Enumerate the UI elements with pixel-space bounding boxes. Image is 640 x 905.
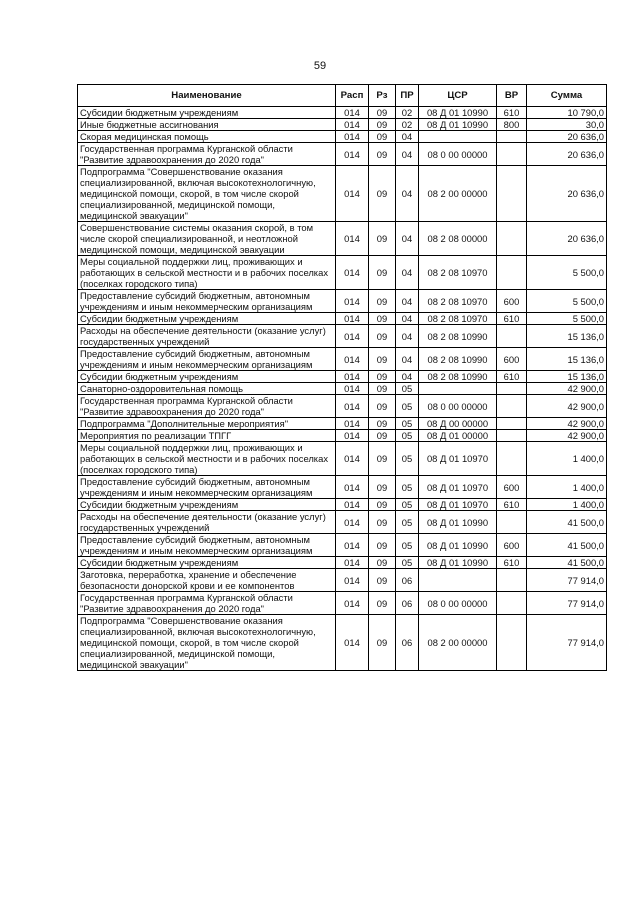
- cell-pr: 06: [396, 592, 419, 615]
- cell-pr: 04: [396, 371, 419, 383]
- cell-name: Подпрограмма "Дополнительные мероприятия": [78, 418, 336, 430]
- cell-vr: [497, 592, 527, 615]
- cell-csr: [419, 131, 497, 143]
- cell-pr: 02: [396, 119, 419, 131]
- cell-rasp: 014: [336, 290, 369, 313]
- cell-vr: 600: [497, 534, 527, 557]
- cell-rz: 09: [369, 383, 396, 395]
- cell-rasp: 014: [336, 119, 369, 131]
- cell-csr: 08 0 00 00000: [419, 592, 497, 615]
- cell-name: Заготовка, переработка, хранение и обеспечение безопасности донорской крови и ее компонентов: [78, 569, 336, 592]
- cell-rasp: 014: [336, 476, 369, 499]
- cell-csr: 08 2 08 10990: [419, 325, 497, 348]
- cell-pr: 04: [396, 348, 419, 371]
- table-row: [78, 166, 607, 222]
- cell-rasp: 014: [336, 430, 369, 442]
- cell-pr: 05: [396, 534, 419, 557]
- cell-csr: 08 0 00 00000: [419, 395, 497, 418]
- cell-sum: 41 500,0: [527, 534, 607, 557]
- cell-sum: 15 136,0: [527, 348, 607, 371]
- cell-pr: 04: [396, 131, 419, 143]
- table-header-row: [78, 85, 607, 107]
- cell-sum: 5 500,0: [527, 290, 607, 313]
- cell-vr: [497, 569, 527, 592]
- cell-vr: 610: [497, 313, 527, 325]
- cell-rasp: 014: [336, 442, 369, 476]
- cell-name: Субсидии бюджетным учреждениям: [78, 499, 336, 511]
- cell-vr: [497, 325, 527, 348]
- cell-sum: 20 636,0: [527, 143, 607, 166]
- cell-sum: 5 500,0: [527, 256, 607, 290]
- table-row: [78, 569, 607, 592]
- cell-pr: 04: [396, 166, 419, 222]
- table-row: [78, 499, 607, 511]
- cell-sum: 42 900,0: [527, 383, 607, 395]
- cell-csr: [419, 383, 497, 395]
- cell-pr: 05: [396, 383, 419, 395]
- column-header-pr: ПР: [396, 85, 419, 107]
- cell-rasp: 014: [336, 371, 369, 383]
- cell-pr: 04: [396, 256, 419, 290]
- cell-sum: 20 636,0: [527, 166, 607, 222]
- cell-pr: 05: [396, 430, 419, 442]
- cell-rz: 09: [369, 395, 396, 418]
- cell-sum: 41 500,0: [527, 557, 607, 569]
- cell-sum: 42 900,0: [527, 418, 607, 430]
- cell-pr: 04: [396, 325, 419, 348]
- cell-name: Субсидии бюджетным учреждениям: [78, 107, 336, 119]
- cell-rasp: 014: [336, 143, 369, 166]
- cell-csr: 08 2 00 00000: [419, 615, 497, 671]
- cell-vr: [497, 615, 527, 671]
- cell-sum: 15 136,0: [527, 371, 607, 383]
- column-header-rasp: Расп: [336, 85, 369, 107]
- cell-csr: 08 2 08 10990: [419, 348, 497, 371]
- cell-rz: 09: [369, 119, 396, 131]
- cell-pr: 06: [396, 569, 419, 592]
- cell-vr: 610: [497, 107, 527, 119]
- cell-sum: 20 636,0: [527, 131, 607, 143]
- cell-rz: 09: [369, 418, 396, 430]
- cell-rasp: 014: [336, 107, 369, 119]
- cell-sum: 77 914,0: [527, 592, 607, 615]
- table-row: [78, 222, 607, 256]
- table-row: [78, 313, 607, 325]
- table-row: [78, 442, 607, 476]
- cell-rasp: 014: [336, 348, 369, 371]
- table-row: [78, 534, 607, 557]
- cell-csr: 08 Д 01 10970: [419, 499, 497, 511]
- cell-sum: 42 900,0: [527, 395, 607, 418]
- cell-name: Государственная программа Курганской области "Развитие здравоохранения до 2020 года": [78, 592, 336, 615]
- cell-rz: 09: [369, 143, 396, 166]
- cell-rasp: 014: [336, 131, 369, 143]
- column-header-csr: ЦСР: [419, 85, 497, 107]
- cell-rz: 09: [369, 592, 396, 615]
- cell-name: Меры социальной поддержки лиц, проживающих и работающих в сельской местности и в рабочих поселках (поселках городского типа): [78, 256, 336, 290]
- cell-pr: 05: [396, 395, 419, 418]
- cell-sum: 1 400,0: [527, 476, 607, 499]
- cell-name: Расходы на обеспечение деятельности (оказание услуг) государственных учреждений: [78, 325, 336, 348]
- table-row: [78, 348, 607, 371]
- column-header-rz: Рз: [369, 85, 396, 107]
- cell-vr: [497, 442, 527, 476]
- table-row: [78, 290, 607, 313]
- cell-csr: 08 Д 01 00000: [419, 430, 497, 442]
- cell-csr: 08 0 00 00000: [419, 143, 497, 166]
- cell-rasp: 014: [336, 557, 369, 569]
- cell-rz: 09: [369, 499, 396, 511]
- cell-name: Мероприятия по реализации ТПГГ: [78, 430, 336, 442]
- cell-rasp: 014: [336, 499, 369, 511]
- cell-sum: 42 900,0: [527, 430, 607, 442]
- cell-rasp: 014: [336, 534, 369, 557]
- cell-rasp: 014: [336, 569, 369, 592]
- cell-sum: 1 400,0: [527, 442, 607, 476]
- cell-rz: 09: [369, 569, 396, 592]
- cell-rasp: 014: [336, 383, 369, 395]
- cell-rz: 09: [369, 430, 396, 442]
- cell-csr: [419, 569, 497, 592]
- cell-pr: 02: [396, 107, 419, 119]
- cell-rz: 09: [369, 256, 396, 290]
- cell-rasp: 014: [336, 166, 369, 222]
- column-header-name: Наименование: [78, 85, 336, 107]
- cell-pr: 05: [396, 476, 419, 499]
- cell-pr: 06: [396, 615, 419, 671]
- budget-table: [77, 84, 607, 671]
- cell-name: Иные бюджетные ассигнования: [78, 119, 336, 131]
- cell-csr: 08 Д 01 10990: [419, 119, 497, 131]
- cell-name: Государственная программа Курганской области "Развитие здравоохранения до 2020 года": [78, 395, 336, 418]
- cell-rz: 09: [369, 325, 396, 348]
- table-row: [78, 131, 607, 143]
- cell-rz: 09: [369, 107, 396, 119]
- cell-rz: 09: [369, 442, 396, 476]
- cell-vr: [497, 131, 527, 143]
- cell-rasp: 014: [336, 222, 369, 256]
- cell-vr: 600: [497, 348, 527, 371]
- table-row: [78, 119, 607, 131]
- cell-vr: [497, 166, 527, 222]
- cell-vr: 600: [497, 476, 527, 499]
- cell-vr: [497, 418, 527, 430]
- cell-sum: 10 790,0: [527, 107, 607, 119]
- table-row: [78, 371, 607, 383]
- cell-pr: 05: [396, 557, 419, 569]
- cell-vr: [497, 383, 527, 395]
- cell-rasp: 014: [336, 418, 369, 430]
- table-row: [78, 395, 607, 418]
- cell-rz: 09: [369, 476, 396, 499]
- cell-vr: 800: [497, 119, 527, 131]
- cell-csr: 08 Д 01 10970: [419, 476, 497, 499]
- cell-rz: 09: [369, 348, 396, 371]
- table-row: [78, 383, 607, 395]
- table-row: [78, 511, 607, 534]
- cell-name: Санаторно-оздоровительная помощь: [78, 383, 336, 395]
- table-row: [78, 325, 607, 348]
- cell-rasp: 014: [336, 395, 369, 418]
- table-row: [78, 592, 607, 615]
- table-row: [78, 143, 607, 166]
- cell-sum: 1 400,0: [527, 499, 607, 511]
- cell-name: Предоставление субсидий бюджетным, автономным учреждениям и иным некоммерческим организациям: [78, 290, 336, 313]
- cell-rasp: 014: [336, 325, 369, 348]
- cell-sum: 5 500,0: [527, 313, 607, 325]
- cell-name: Субсидии бюджетным учреждениям: [78, 371, 336, 383]
- cell-vr: 600: [497, 290, 527, 313]
- table-row: [78, 418, 607, 430]
- cell-pr: 04: [396, 290, 419, 313]
- cell-name: Предоставление субсидий бюджетным, автономным учреждениям и иным некоммерческим организациям: [78, 348, 336, 371]
- cell-csr: 08 Д 01 10990: [419, 557, 497, 569]
- cell-rasp: 014: [336, 256, 369, 290]
- cell-rz: 09: [369, 615, 396, 671]
- cell-vr: [497, 511, 527, 534]
- cell-pr: 04: [396, 222, 419, 256]
- cell-pr: 05: [396, 442, 419, 476]
- table-row: [78, 107, 607, 119]
- cell-sum: 15 136,0: [527, 325, 607, 348]
- cell-pr: 04: [396, 313, 419, 325]
- cell-csr: 08 2 08 10970: [419, 313, 497, 325]
- cell-vr: [497, 430, 527, 442]
- table-row: [78, 256, 607, 290]
- cell-vr: 610: [497, 557, 527, 569]
- cell-csr: 08 Д 00 00000: [419, 418, 497, 430]
- cell-name: Подпрограмма "Совершенствование оказания специализированной, включая высокотехнологичную, медицинской помощи, скорой, в том числе скорой специализированной, медицинской помощи, медицинской эвакуации": [78, 615, 336, 671]
- cell-rz: 09: [369, 557, 396, 569]
- table-row: [78, 476, 607, 499]
- cell-csr: 08 2 08 00000: [419, 222, 497, 256]
- table-row: [78, 557, 607, 569]
- cell-sum: 20 636,0: [527, 222, 607, 256]
- cell-csr: 08 2 08 10990: [419, 371, 497, 383]
- cell-pr: 04: [396, 143, 419, 166]
- cell-name: Подпрограмма "Совершенствование оказания специализированной, включая высокотехнологичную, медицинской помощи, скорой, в том числе скорой специализированной, медицинской помощи, медицинской эвакуации": [78, 166, 336, 222]
- cell-sum: 77 914,0: [527, 615, 607, 671]
- cell-vr: 610: [497, 499, 527, 511]
- cell-rasp: 014: [336, 592, 369, 615]
- cell-csr: 08 Д 01 10990: [419, 107, 497, 119]
- cell-name: Государственная программа Курганской области "Развитие здравоохранения до 2020 года": [78, 143, 336, 166]
- table-row: [78, 615, 607, 671]
- cell-rz: 09: [369, 511, 396, 534]
- cell-rz: 09: [369, 534, 396, 557]
- cell-rz: 09: [369, 290, 396, 313]
- table-row: [78, 430, 607, 442]
- cell-rz: 09: [369, 371, 396, 383]
- cell-sum: 30,0: [527, 119, 607, 131]
- cell-rz: 09: [369, 313, 396, 325]
- cell-name: Предоставление субсидий бюджетным, автономным учреждениям и иным некоммерческим организациям: [78, 534, 336, 557]
- cell-vr: [497, 143, 527, 166]
- cell-name: Субсидии бюджетным учреждениям: [78, 557, 336, 569]
- cell-vr: [497, 256, 527, 290]
- cell-sum: 41 500,0: [527, 511, 607, 534]
- cell-pr: 05: [396, 511, 419, 534]
- cell-rasp: 014: [336, 615, 369, 671]
- cell-rasp: 014: [336, 313, 369, 325]
- cell-csr: 08 2 00 00000: [419, 166, 497, 222]
- cell-sum: 77 914,0: [527, 569, 607, 592]
- cell-pr: 05: [396, 499, 419, 511]
- cell-vr: [497, 395, 527, 418]
- column-header-sum: Сумма: [527, 85, 607, 107]
- column-header-vr: ВР: [497, 85, 527, 107]
- cell-name: Меры социальной поддержки лиц, проживающих и работающих в сельской местности и в рабочих поселках (поселках городского типа): [78, 442, 336, 476]
- cell-csr: 08 Д 01 10990: [419, 511, 497, 534]
- cell-vr: [497, 222, 527, 256]
- cell-rasp: 014: [336, 511, 369, 534]
- cell-rz: 09: [369, 166, 396, 222]
- cell-rz: 09: [369, 131, 396, 143]
- cell-csr: 08 2 08 10970: [419, 290, 497, 313]
- cell-csr: 08 2 08 10970: [419, 256, 497, 290]
- cell-name: Предоставление субсидий бюджетным, автономным учреждениям и иным некоммерческим организациям: [78, 476, 336, 499]
- cell-pr: 05: [396, 418, 419, 430]
- cell-rz: 09: [369, 222, 396, 256]
- cell-csr: 08 Д 01 10970: [419, 442, 497, 476]
- cell-vr: 610: [497, 371, 527, 383]
- cell-name: Скорая медицинская помощь: [78, 131, 336, 143]
- cell-name: Расходы на обеспечение деятельности (оказание услуг) государственных учреждений: [78, 511, 336, 534]
- page-number: 59: [313, 60, 327, 72]
- cell-name: Субсидии бюджетным учреждениям: [78, 313, 336, 325]
- cell-name: Совершенствование системы оказания скорой, в том числе скорой специализированной, и неотложной медицинской помощи, медицинской эвакуации: [78, 222, 336, 256]
- cell-csr: 08 Д 01 10990: [419, 534, 497, 557]
